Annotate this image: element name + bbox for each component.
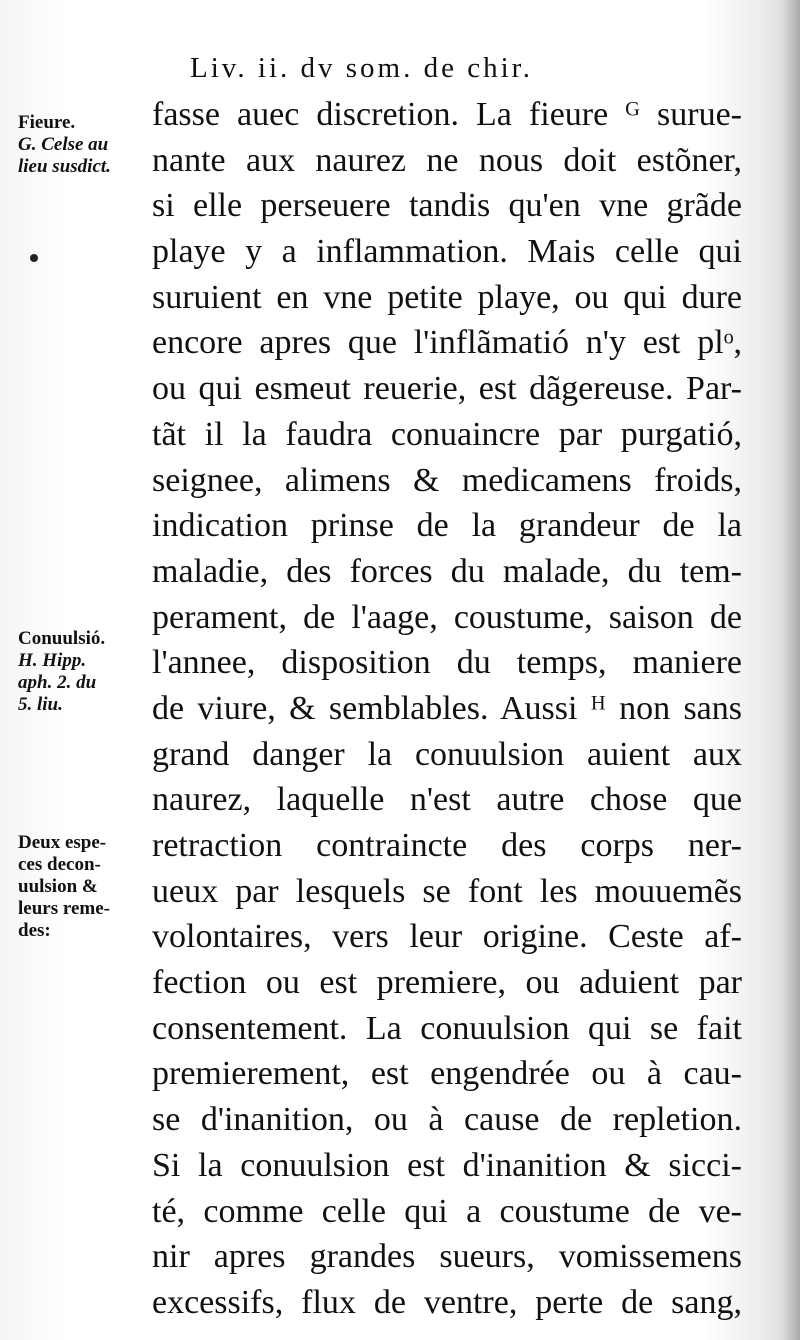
margin-mark <box>30 254 38 262</box>
text-line: encore apres que l'inflãmatió n'y est plᵒ, <box>152 324 742 362</box>
margin-note-line: 5. liu. <box>18 694 63 715</box>
text-line: perament, de l'aage, coustume, saison de <box>152 598 742 636</box>
text-line: consentement. La conuulsion qui se fait <box>152 1009 742 1047</box>
page-gutter-shadow <box>782 0 800 1340</box>
margin-note-line: leurs reme- <box>18 898 110 919</box>
margin-note-line: lieu susdict. <box>18 156 111 177</box>
text-line: si elle perseuere tandis qu'en vne grãde <box>152 187 742 225</box>
margin-note-line: des: <box>18 920 51 941</box>
margin-note-line: Deux espe- <box>18 832 107 853</box>
text-line: se d'inanition, ou à cause de repletion. <box>152 1101 742 1139</box>
text-line: fasse auec discretion. La fieure ᴳ surue- <box>152 96 742 133</box>
margin-note-line: aph. 2. du <box>18 672 97 693</box>
margin-note-line: Fieure. <box>18 112 76 133</box>
text-line: fection ou est premiere, ou aduient par <box>152 964 742 1002</box>
text-line: tãt il la faudra conuaincre par purgatió, <box>152 415 742 453</box>
text-line: volontaires, vers leur origine. Ceste af- <box>152 918 742 956</box>
margin-note-especes <box>18 832 110 942</box>
body-text <box>152 92 742 1326</box>
text-line: retraction contraincte des corps ner- <box>152 827 742 864</box>
text-line: l'annee, disposition du temps, maniere <box>152 644 742 682</box>
margin-note-conuulsion <box>18 628 105 716</box>
text-line: seignee, alimens & medicamens froids, <box>152 461 742 499</box>
text-line: Si la conuulsion est d'inanition & sicci- <box>152 1146 742 1184</box>
text-line: excessifs, flux de ventre, perte de sang, <box>152 1283 742 1321</box>
margin-note-line: H. Hipp. <box>18 650 87 671</box>
text-line: grand danger la conuulsion auient aux <box>152 735 742 773</box>
text-line: suruient en vne petite playe, ou qui dure <box>152 278 742 316</box>
margin-note-line: ces decon- <box>18 854 101 875</box>
text-line: ou qui esmeut reuerie, est dãgereuse. Par- <box>152 370 742 408</box>
text-line: naurez, laquelle n'est autre chose que <box>152 781 742 819</box>
text-line: té, comme celle qui a coustume de ve- <box>152 1192 742 1230</box>
text-line: nir apres grandes sueurs, vomissemens <box>152 1238 742 1276</box>
text-line: de viure, & semblables. Aussi ᴴ non sans <box>152 689 742 727</box>
margin-note-line: uulsion & <box>18 876 98 897</box>
text-line: maladie, des forces du malade, du tem- <box>152 552 742 590</box>
margin-note-line: G. Celse au <box>18 134 109 155</box>
margin-note-line: Conuulsió. <box>18 628 106 649</box>
text-line: playe y a inflammation. Mais celle qui <box>152 233 742 271</box>
text-line: nante aux naurez ne nous doit estõner, <box>152 141 742 179</box>
margin-note-fieure <box>18 112 111 178</box>
text-line: ueux par lesquels se font les mouuemẽs <box>152 872 742 910</box>
text-line: premierement, est engendrée ou à cau- <box>152 1055 742 1093</box>
text-line: indication prinse de la grandeur de la <box>152 507 742 545</box>
running-header: Liv. ii. dv som. de chir. <box>190 52 533 84</box>
